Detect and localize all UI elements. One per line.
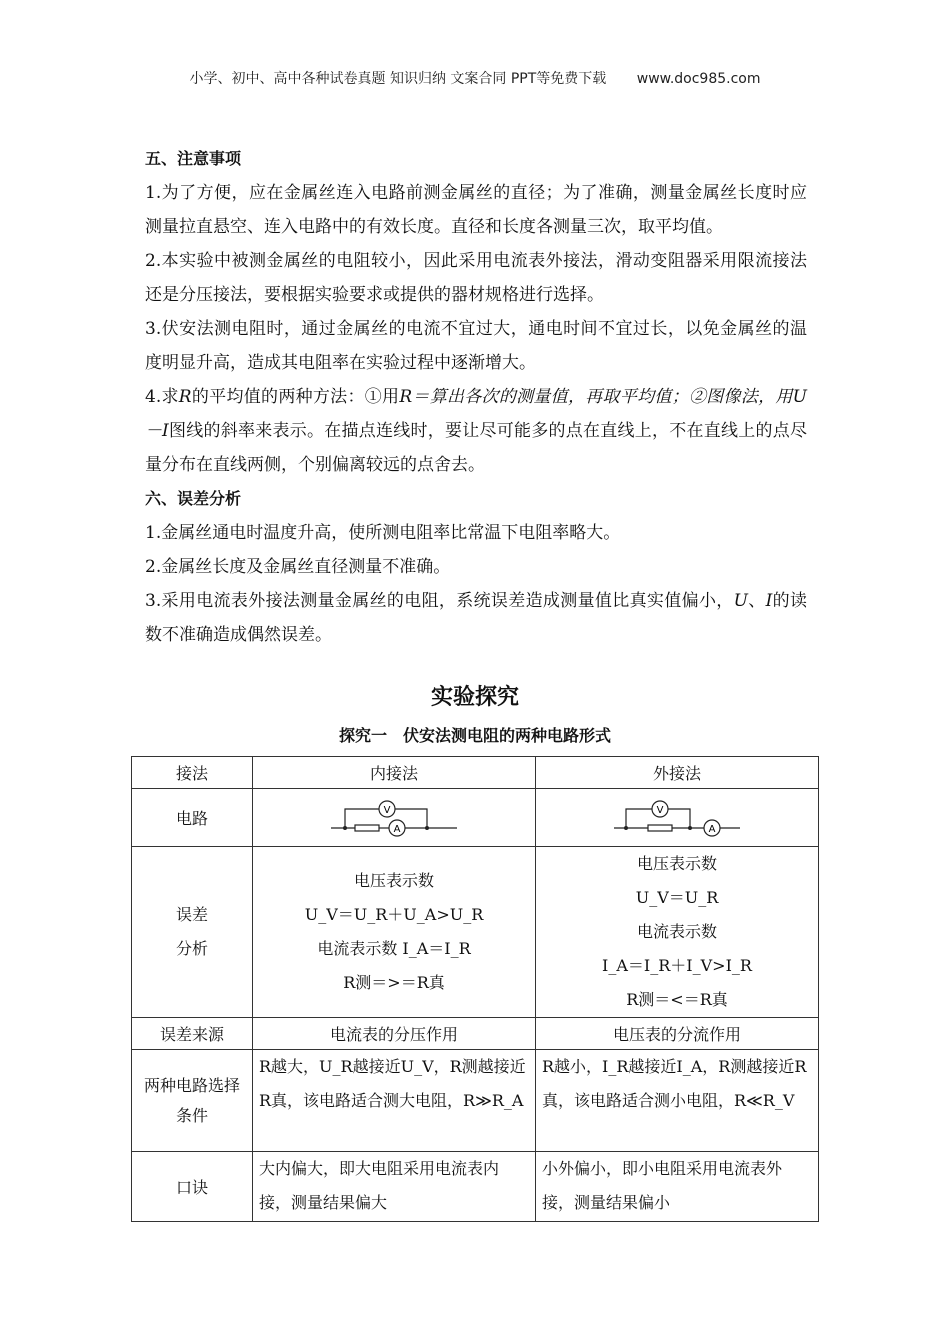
section5-p1: 1.为了方便，应在金属丝连入电路前测金属丝的直径；为了准确，测量金属丝长度时应测量拉直悬空、连入电路中的有效长度。直径和长度各测量三次，取平均值。	[145, 183, 807, 237]
section6-p3: 3.采用电流表外接法测量金属丝的电阻，系统误差造成测量值比真实值偏小，U、I的读数不准确造成偶然误差。	[145, 591, 808, 645]
page-header	[0, 68, 950, 88]
cell-cond-out: R越小，I_R越接近I_A，R测越接近R真，该电路适合测小电阻，R≪R_V	[536, 1050, 819, 1152]
svg-text:A: A	[393, 823, 401, 835]
cell-source-out: 电压表的分流作用	[536, 1018, 819, 1050]
cell-error-out: 电压表示数 U_V＝U_R 电流表示数 I_A＝I_R＋I_V>I_R R测＝<＝R真	[536, 847, 819, 1018]
svg-text:V: V	[656, 804, 664, 816]
table-row-circuit	[132, 789, 819, 847]
cell-circuit-out	[536, 789, 819, 847]
cell-h1: 内接法	[253, 757, 536, 789]
section6-heading: 六、误差分析	[145, 489, 242, 508]
cell-tip-in: 大内偏大，即大电阻采用电流表内接，测量结果偏大	[253, 1152, 536, 1222]
resistor-icon	[355, 825, 379, 831]
table-header-row	[132, 757, 819, 789]
section5-p4: 4.求R的平均值的两种方法：①用R＝算出各次的测量值，再取平均值；②图像法，用U－I图线的斜率来表示。在描点连线时，要让尽可能多的点在直线上，不在直线上的点尽量分布在直线两侧，个别偏离较远的点舍去。	[145, 387, 807, 475]
cell-error-in: 电压表示数 U_V＝U_R＋U_A>U_R 电流表示数 I_A＝I_R R测＝>＝R真	[253, 847, 536, 1018]
table-row-tip	[132, 1152, 819, 1222]
cell-circuit-in	[253, 789, 536, 847]
cell-cond-label: 两种电路选择条件	[132, 1050, 253, 1152]
svg-text:V: V	[383, 804, 391, 816]
cell-tip-out: 小外偏小，即小电阻采用电流表外接，测量结果偏小	[536, 1152, 819, 1222]
cell-h0: 接法	[132, 757, 253, 789]
cell-tip-label: 口诀	[132, 1152, 253, 1222]
resistor-icon	[648, 825, 672, 831]
section-title: 实验探究	[430, 685, 519, 710]
section-subtitle: 探究一 伏安法测电阻的两种电路形式	[338, 726, 611, 745]
section5-heading: 五、注意事项	[145, 149, 242, 168]
main-content	[145, 142, 807, 652]
svg-text:A: A	[708, 823, 716, 835]
header-text: 小学、初中、高中各种试卷真题 知识归纳 文案合同 PPT等免费下载	[189, 71, 607, 87]
section5-p2: 2.本实验中被测金属丝的电阻较小，因此采用电流表外接法，滑动变阻器采用限流接法还是分压接法，要根据实验要求或提供的器材规格进行选择。	[145, 251, 807, 305]
table-row-error	[132, 847, 819, 1018]
cell-cond-in: R越大，U_R越接近U_V，R测越接近R真，该电路适合测大电阻，R≫R_A	[253, 1050, 536, 1152]
header-site[interactable]: www.doc985.com	[636, 71, 761, 87]
cell-source-in: 电流表的分压作用	[253, 1018, 536, 1050]
section5-p3: 3.伏安法测电阻时，通过金属丝的电流不宜过大，通电时间不宜过长，以免金属丝的温度明显升高，造成其电阻率在实验过程中逐渐增大。	[145, 319, 807, 373]
cell-circuit-label: 电路	[132, 789, 253, 847]
cell-h2: 外接法	[536, 757, 819, 789]
section6-p1: 1.金属丝通电时温度升高，使所测电阻率比常温下电阻率略大。	[145, 523, 621, 543]
section6-p2: 2.金属丝长度及金属丝直径测量不准确。	[145, 557, 451, 577]
inner-circuit-diagram	[329, 798, 459, 838]
table-row-condition	[132, 1050, 819, 1152]
cell-source-label: 误差来源	[132, 1018, 253, 1050]
outer-circuit-diagram	[612, 798, 742, 838]
table-row-source	[132, 1018, 819, 1050]
cell-error-label: 误差 分析	[132, 847, 253, 1018]
comparison-table	[131, 756, 819, 1222]
